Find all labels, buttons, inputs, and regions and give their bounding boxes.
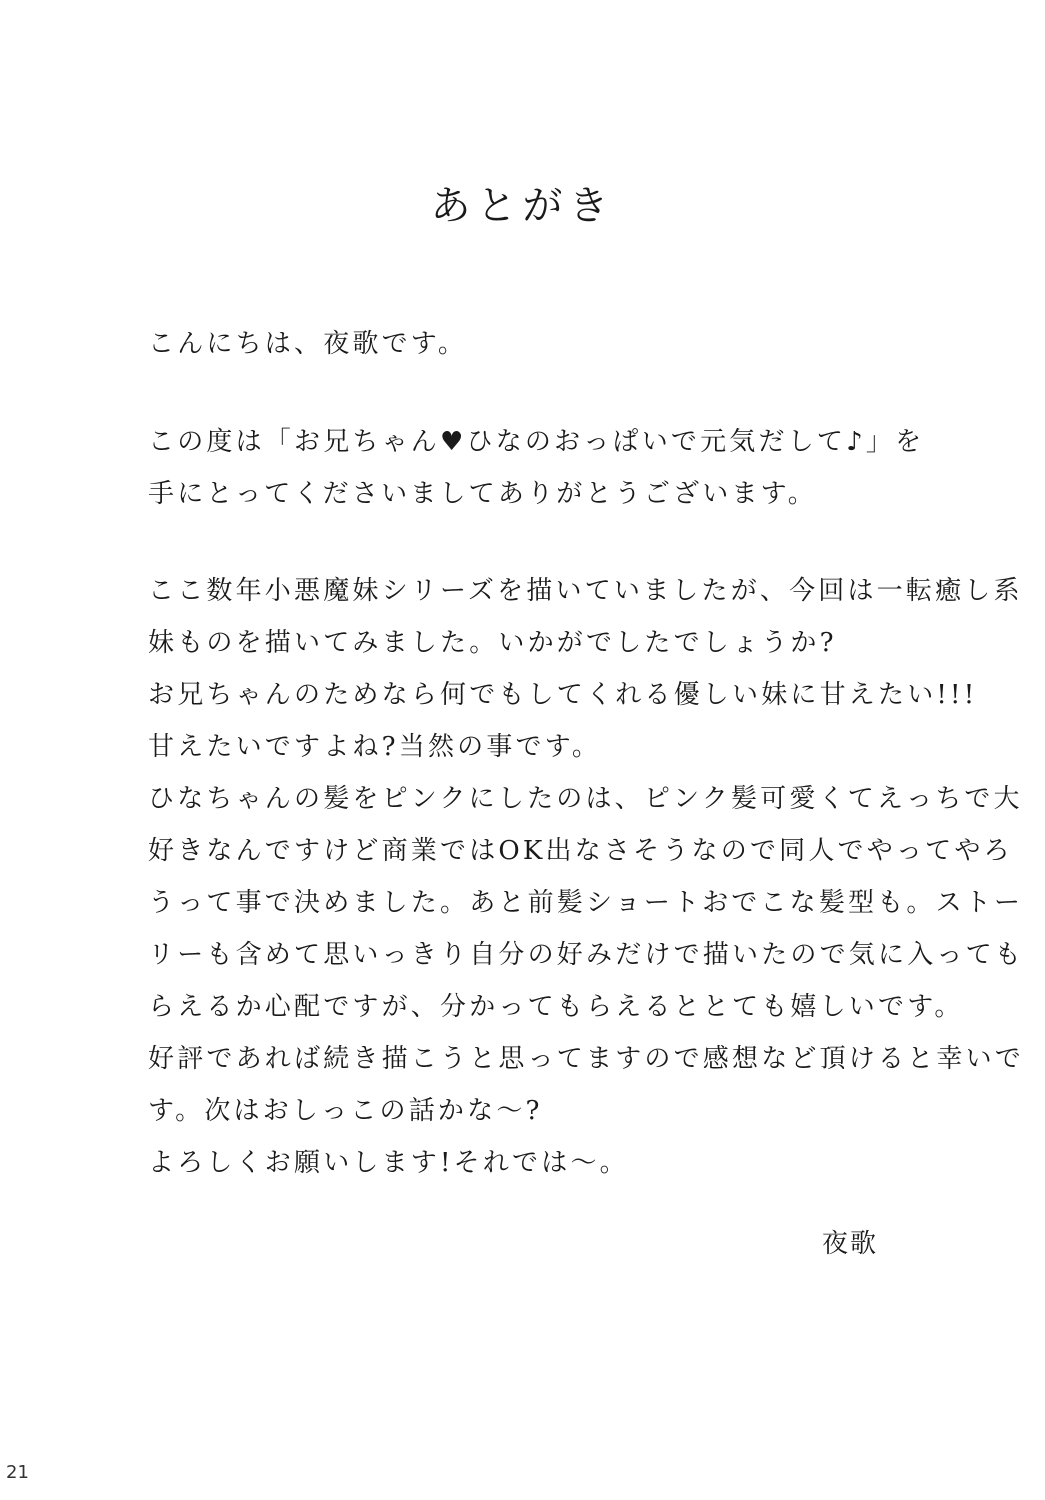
text-line-body-6: 好きなんですけど商業ではOK出なさそうなので同人でやってやろ <box>148 836 1013 866</box>
text-line-body-4: 甘えたいですよね?当然の事です。 <box>148 732 602 762</box>
text-line-greeting: こんにちは、夜歌です。 <box>148 329 468 359</box>
text-line-body-9: らえるか心配ですが、分かってもらえるととても嬉しいです。 <box>148 992 964 1022</box>
text-line-body-5: ひなちゃんの髪をピンクにしたのは、ピンク髪可愛くてえっちで大 <box>148 784 1023 814</box>
text-line-body-10: 好評であれば続き描こうと思ってますので感想など頂けると幸いで <box>148 1044 1025 1074</box>
text-line-body-2: 妹ものを描いてみました。いかがでしたでしょうか? <box>148 628 837 658</box>
text-line-body-3: お兄ちゃんのためなら何でもしてくれる優しい妹に甘えたい!!! <box>148 680 978 710</box>
text-line-thanks-1: この度は「お兄ちゃん♥ひなのおっぱいで元気だして♪」を <box>148 427 925 457</box>
page-title: あとがき <box>430 183 615 229</box>
text-line-body-1: ここ数年小悪魔妹シリーズを描いていましたが、今回は一転癒し系 <box>148 576 1023 606</box>
text-line-body-8: リーも含めて思いっきり自分の好みだけで描いたので気に入っても <box>148 940 1025 970</box>
author-signature: 夜歌 <box>822 1229 879 1259</box>
text-line-body-12: よろしくお願いします!それでは〜。 <box>148 1148 629 1178</box>
text-line-body-11: す。次はおしっこの話かな〜? <box>148 1096 543 1126</box>
text-line-thanks-2: 手にとってくださいましてありがとうございます。 <box>148 479 818 509</box>
text-line-body-7: うって事で決めました。あと前髪ショートおでこな髪型も。ストー <box>148 888 1024 918</box>
page-number: 21 <box>6 1462 29 1483</box>
